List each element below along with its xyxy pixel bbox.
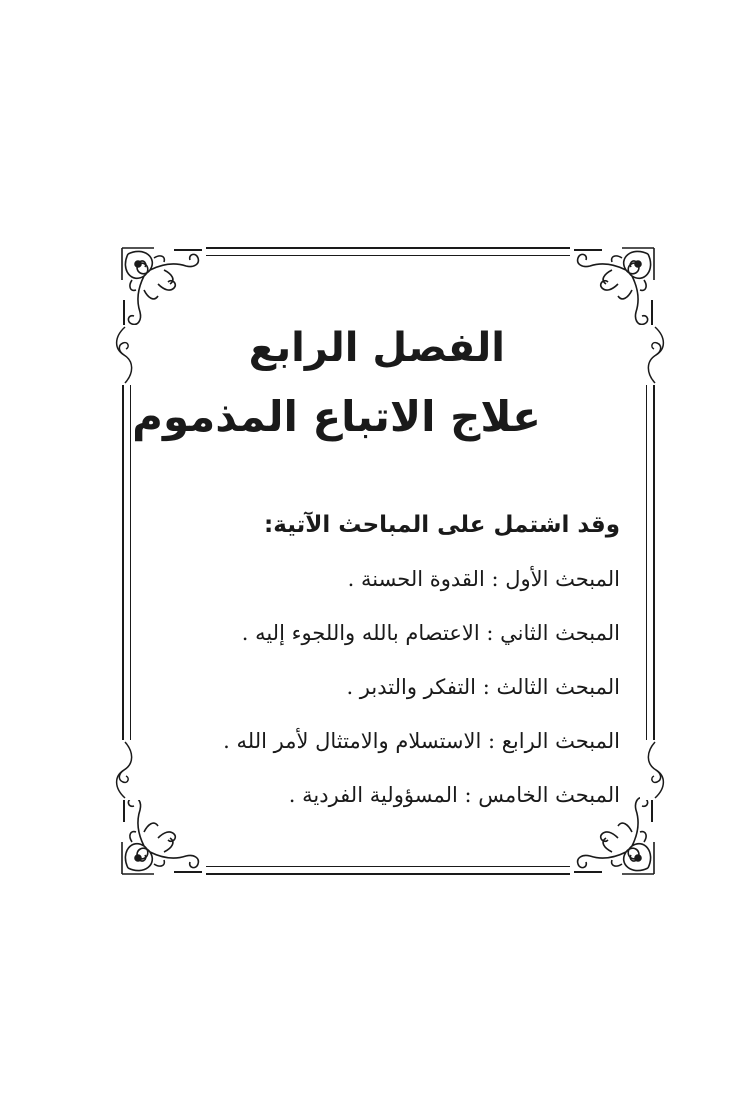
chapter-title: الفصل الرابع — [248, 325, 505, 371]
side-ornament-left-top — [110, 325, 140, 385]
section-item-4: المبحث الرابع : الاستسلام والامتثال لأمر الله . — [223, 729, 620, 753]
section-item-2: المبحث الثاني : الاعتصام بالله واللجوء إليه . — [241, 621, 620, 645]
section-item-1: المبحث الأول : القدوة الحسنة . — [347, 567, 620, 591]
side-ornament-right-top — [640, 325, 670, 385]
section-item-3: المبحث الثالث : التفكر والتدبر . — [346, 675, 620, 699]
chapter-subtitle: علاج الاتباع المذموم — [132, 392, 541, 441]
section-item-5: المبحث الخامس : المسؤولية الفردية . — [288, 783, 620, 807]
corner-ornament-top-left — [114, 240, 206, 332]
side-ornament-right-bottom — [640, 740, 670, 800]
corner-ornament-top-right — [570, 240, 662, 332]
intro-heading: وقد اشتمل على المباحث الآتية: — [264, 512, 620, 538]
corner-ornament-bottom-left — [114, 790, 206, 882]
side-ornament-left-bottom — [110, 740, 140, 800]
